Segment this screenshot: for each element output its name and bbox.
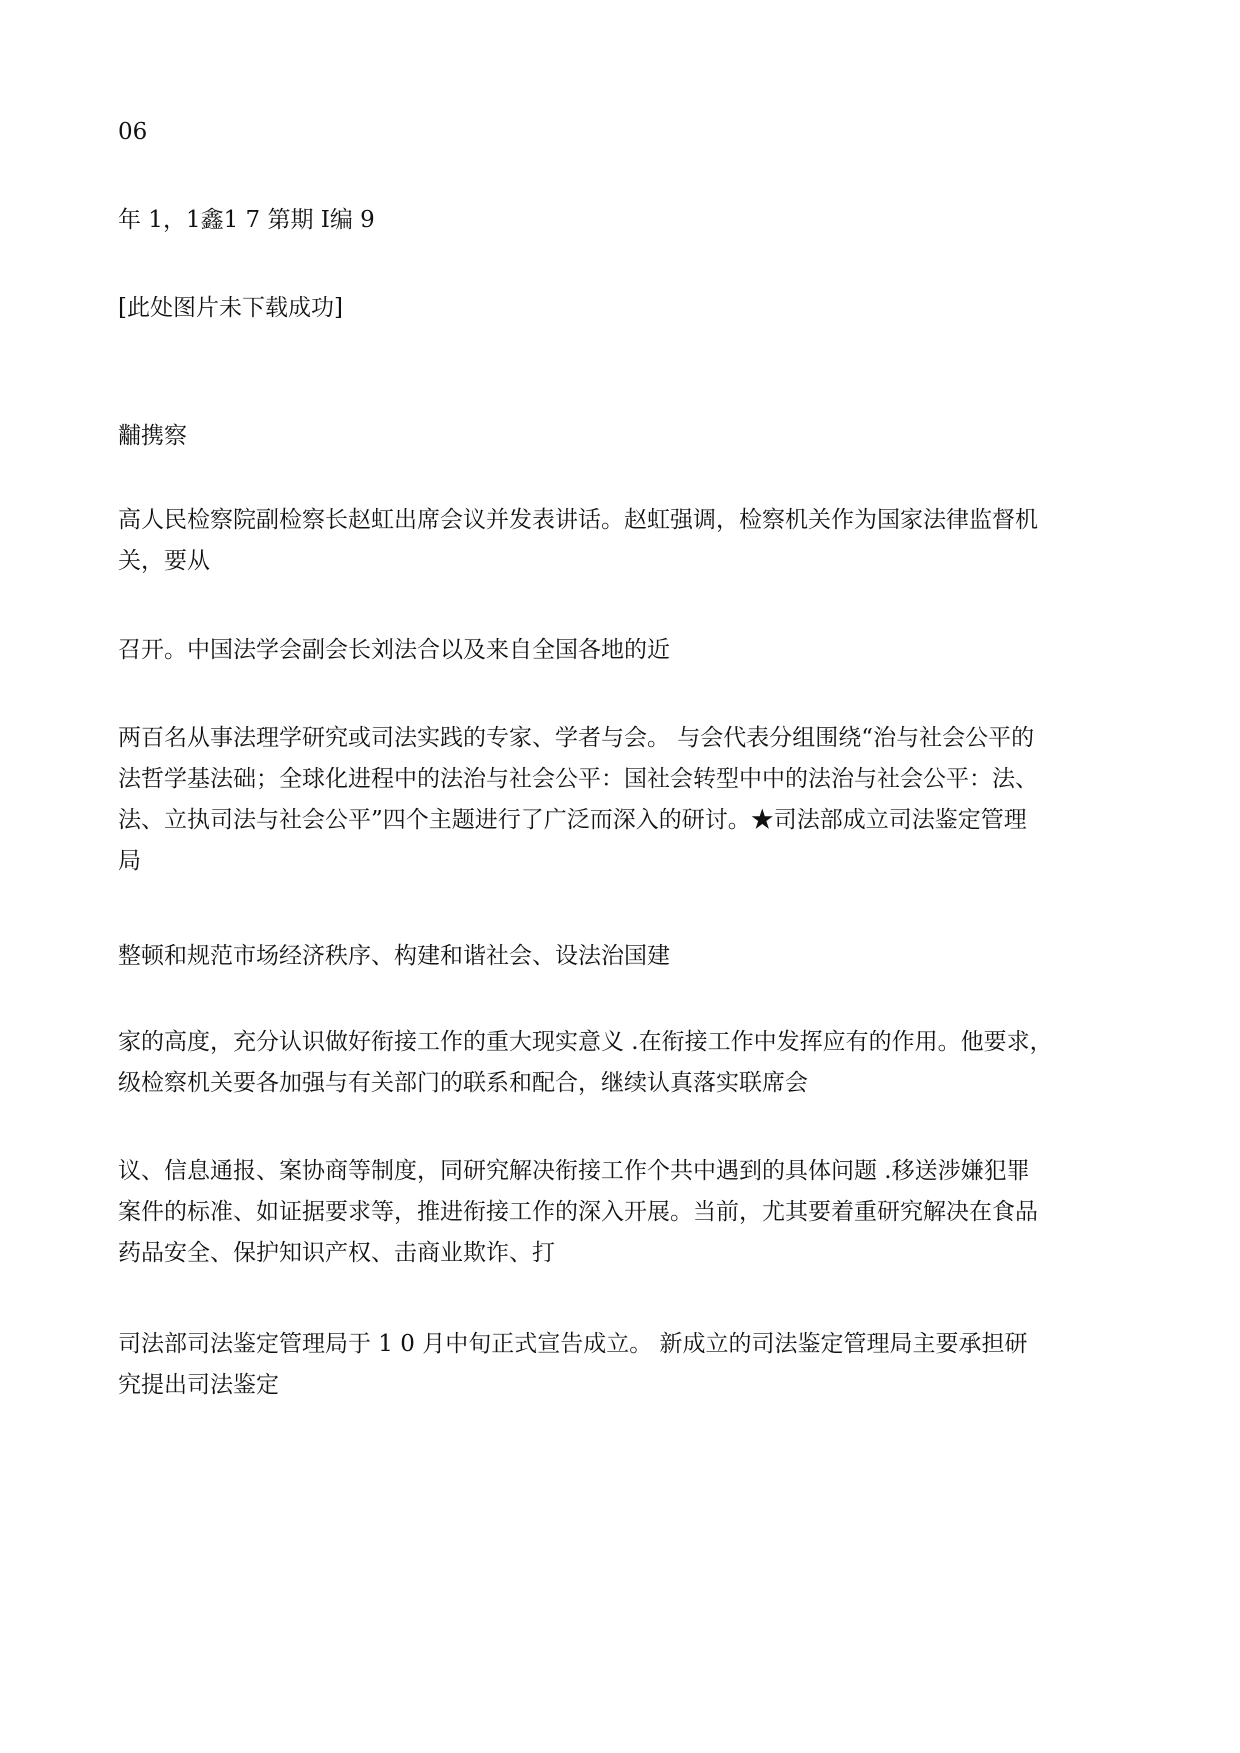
- paragraph: [118, 1022, 1128, 1104]
- page-number: 06: [118, 119, 148, 145]
- paragraph: [118, 936, 1128, 977]
- paragraph-line: 法哲学基法础；全球化进程中的法治与社会公平：国社会转型中中的法治与社会公平：法、: [118, 766, 1038, 792]
- paragraph-line: 局: [118, 848, 141, 874]
- paragraph: [118, 1151, 1128, 1274]
- image-placeholder: [此处图片未下载成功]: [118, 295, 343, 321]
- paragraph-line: 议、信息通报、案协商等制度，同研究解决衔接工作个共中遇到的具体问题 .移送涉嫌犯罪: [118, 1158, 1030, 1184]
- section-heading: 黼携察: [118, 423, 187, 449]
- paragraph-line: 两百名从事法理学研究或司法实践的专家、学者与会。 与会代表分组围绕“治与社会公平的: [118, 725, 1035, 751]
- paragraph-line: 整顿和规范市场经济秩序、构建和谐社会、设法治国建: [118, 943, 670, 969]
- paragraph: [118, 718, 1128, 882]
- paragraph: [118, 500, 1128, 582]
- paragraph-line: 关，要从: [118, 548, 210, 574]
- paragraph-line: 召开。中国法学会副会长刘法合以及来自全国各地的近: [118, 637, 670, 663]
- paragraph: [118, 630, 1128, 671]
- paragraph-line: 究提出司法鉴定: [118, 1372, 279, 1398]
- paragraph-line: 法、立执司法与社会公平”四个主题进行了广泛而深入的研讨。★司法部成立司法鉴定管理: [118, 807, 1027, 833]
- issue-line: 年 1，1鑫1 7 第期 I编 9: [118, 207, 375, 233]
- paragraph-line: 司法部司法鉴定管理局于 1 0 月中旬正式宣告成立。 新成立的司法鉴定管理局主要承担研: [118, 1331, 1028, 1357]
- paragraph-line: 高人民检察院副检察长赵虹出席会议并发表讲话。赵虹强调，检察机关作为国家法律监督机: [118, 507, 1038, 533]
- paragraph-line: 级检察机关要各加强与有关部门的联系和配合，继续认真落实联席会: [118, 1070, 808, 1096]
- paragraph-line: 药品安全、保护知识产权、击商业欺诈、打: [118, 1240, 555, 1266]
- paragraph-line: 案件的标准、如证据要求等，推进衔接工作的深入开展。当前，尤其要着重研究解决在食品: [118, 1199, 1038, 1225]
- paragraph: [118, 1324, 1128, 1406]
- paragraph-line: 家的高度，充分认识做好衔接工作的重大现实意义 .在衔接工作中发挥应有的作用。他要求，: [118, 1029, 1053, 1055]
